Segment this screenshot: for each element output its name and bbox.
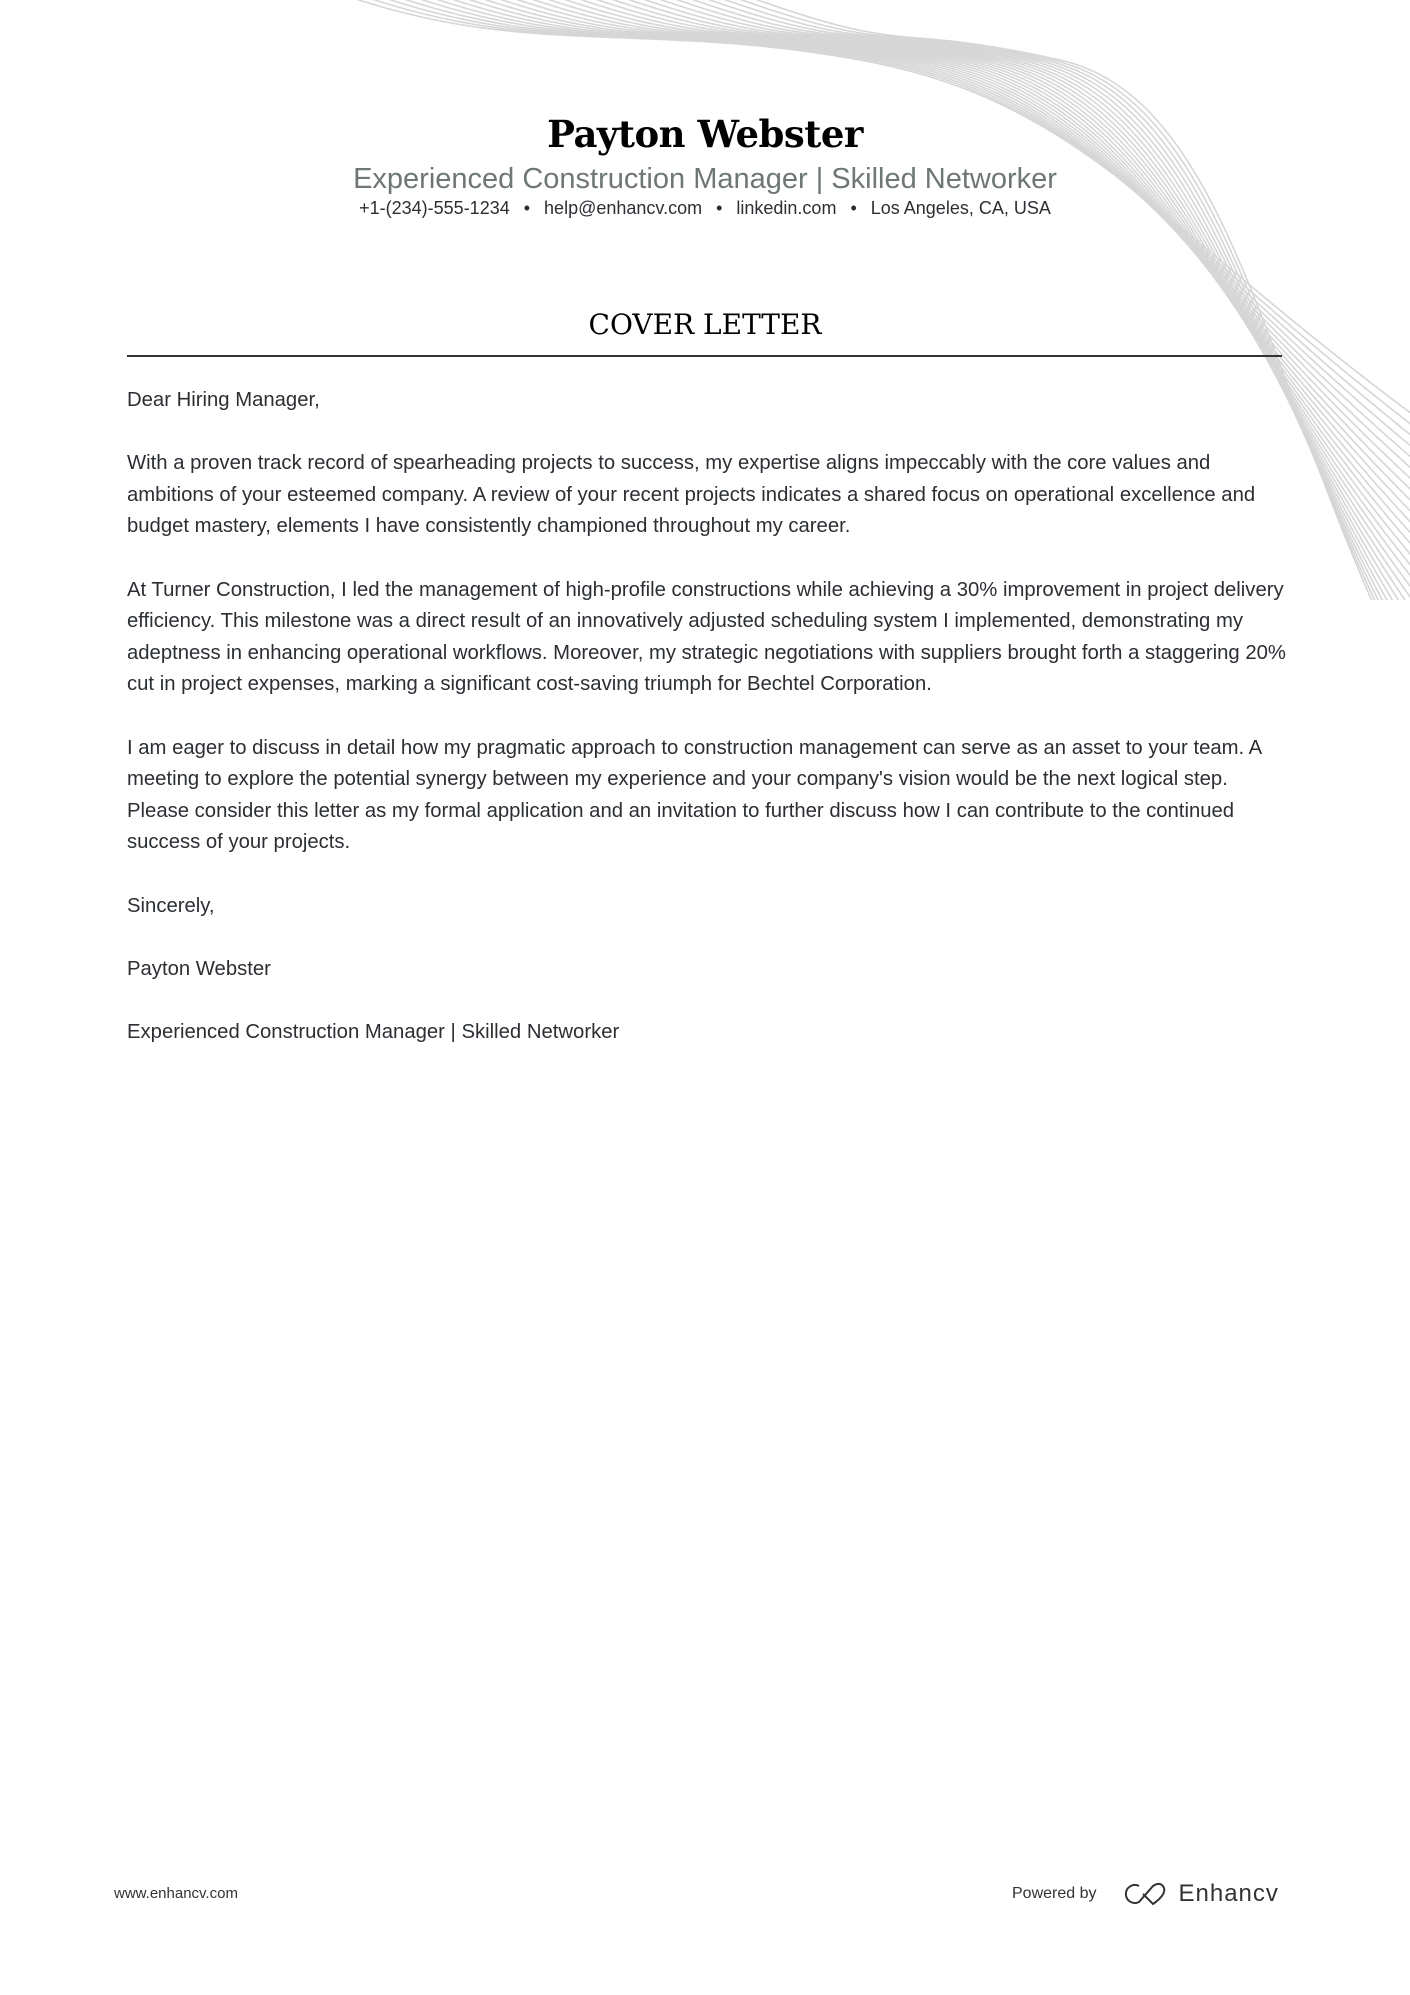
separator: • xyxy=(850,198,857,218)
section-title: COVER LETTER xyxy=(588,308,822,341)
powered-by-label: Powered by xyxy=(1012,1885,1097,1902)
contact-info xyxy=(0,198,1410,219)
paragraph: With a proven track record of spearheading projects to success, my expertise aligns impeccably with the core values and ambitions of your esteemed company. A review of your recent projects indicates a shared focus on operational excellence and budget mastery, elements I have consistently championed throughout my career. xyxy=(127,452,1256,538)
website-link[interactable]: www.enhancv.com xyxy=(114,1885,238,1902)
applicant-title: Experienced Construction Manager | Skilled Networker xyxy=(353,163,1057,195)
powered-by xyxy=(1012,1880,1279,1908)
separator: • xyxy=(523,198,531,218)
separator: • xyxy=(716,198,723,218)
location: Los Angeles, CA, USA xyxy=(870,198,1051,218)
applicant-name: Payton Webster xyxy=(547,112,863,156)
brand-name: Enhancv xyxy=(1178,1880,1279,1907)
closing: Sincerely, xyxy=(127,894,215,917)
greeting: Dear Hiring Manager, xyxy=(127,389,320,411)
paragraph: I am eager to discuss in detail how my pragmatic approach to construction management can serve as an asset to your team. A meeting to explore the potential synergy between my experience and your company's vision would be the next logical step. Please consider this letter as my formal application and an invitation to further discuss how I can contribute to the continued success of your projects. xyxy=(127,736,1262,854)
signature-title: Experienced Construction Manager | Skilled Networker xyxy=(127,1020,620,1043)
phone: +1-(234)-555-1234 xyxy=(359,198,510,218)
paragraph: At Turner Construction, I led the management of high-profile constructions while achieving a 30% improvement in project delivery efficiency. This milestone was a direct result of an innovatively adjusted scheduling system I implemented, demonstrating my adeptness in enhancing operational workflows. Moreover, my strategic negotiations with suppliers brought forth a staggering 20% cut in project expenses, marking a significant cost-saving triumph for Bechtel Corporation. xyxy=(127,578,1286,696)
linkedin-link[interactable]: linkedin.com xyxy=(736,198,837,218)
letter-body xyxy=(127,385,1287,1080)
wave-line xyxy=(362,0,1410,442)
email-link[interactable]: help@enhancv.com xyxy=(544,198,703,218)
divider xyxy=(127,355,1282,357)
enhancv-logo-icon xyxy=(1123,1881,1169,1907)
signature-name: Payton Webster xyxy=(127,957,271,980)
